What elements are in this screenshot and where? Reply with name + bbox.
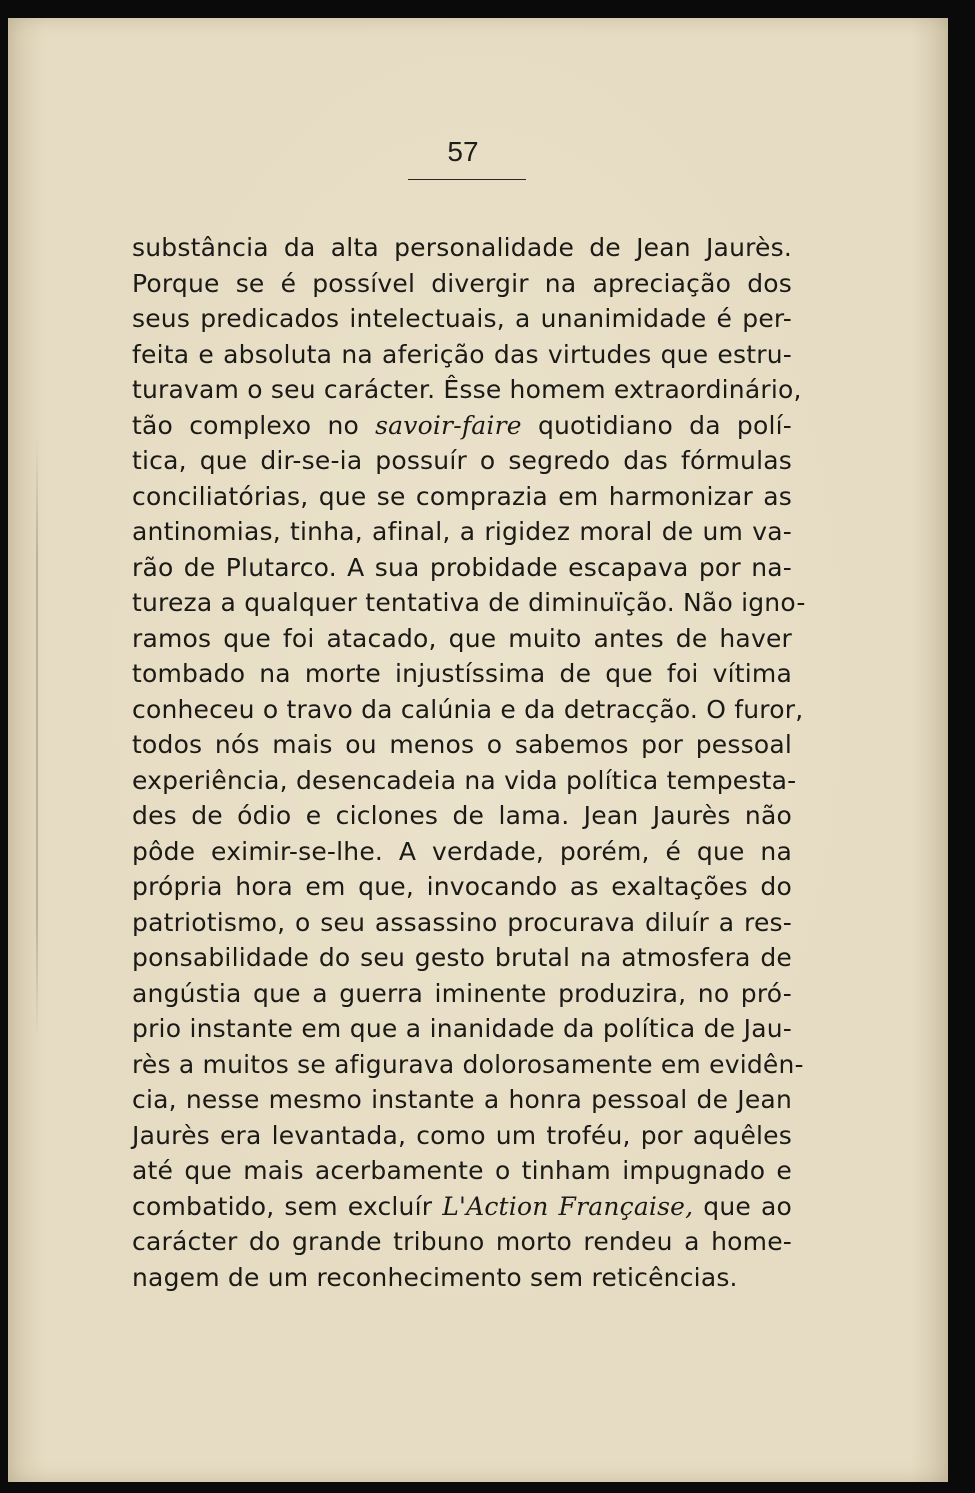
text-line: seus predicados intelectuais, a unanimidade é per-	[132, 304, 792, 333]
text-line: própria hora em que, invocando as exaltações do	[132, 872, 792, 901]
text-line: conheceu o travo da calúnia e da detracção. O furor,	[132, 694, 804, 724]
text-line: ponsabilidade do seu gesto brutal na atmosfera de	[132, 943, 792, 972]
body-text	[132, 230, 806, 1295]
text-line: conciliatórias, que se comprazia em harmonizar as	[132, 481, 792, 511]
text-line: angústia que a guerra iminente produzira, no pró-	[132, 978, 792, 1008]
italic-title: L'Action Française,	[442, 1191, 694, 1221]
page-fold-shadow	[36, 438, 38, 1038]
text-line: carácter do grande tribuno morto rendeu a home-	[132, 1227, 792, 1256]
text-line: prio instante em que a inanidade da política de Jau-	[132, 1014, 792, 1043]
italic-term: savoir-faire	[375, 410, 522, 440]
text-segment: tão complexo no	[132, 410, 376, 440]
text-line: turavam o seu carácter. Êsse homem extraordinário,	[132, 375, 802, 404]
text-segment: que ao	[693, 1191, 792, 1221]
book-page	[8, 18, 948, 1482]
text-line: ramos que foi atacado, que muito antes de haver	[132, 623, 792, 653]
text-line: feita e absoluta na aferição das virtudes que estru-	[132, 339, 792, 369]
text-line: tica, que dir-se-ia possuír o segredo das fórmulas	[132, 446, 792, 475]
text-line: cia, nesse mesmo instante a honra pessoal de Jean	[132, 1085, 792, 1114]
text-line	[132, 1189, 792, 1225]
page-number: 57	[447, 136, 479, 167]
text-line: Jaurès era levantada, como um troféu, por aquêles	[132, 1120, 792, 1150]
text-segment: combatido, sem excluír	[132, 1191, 443, 1221]
text-line: até que mais acerbamente o tinham impugnado e	[132, 1156, 792, 1185]
text-line: pôde eximir-se-lhe. A verdade, porém, é que na	[132, 836, 792, 866]
text-line: todos nós mais ou menos o sabemos por pessoal	[132, 730, 792, 759]
text-line: tureza a qualquer tentativa de diminuïção. Não igno-	[132, 588, 806, 617]
text-line: rão de Plutarco. A sua probidade escapava por na-	[132, 552, 792, 582]
text-line-last: nagem de um reconhecimento sem reticências.	[132, 1262, 738, 1292]
text-line: rès a muitos se afigurava dolorosamente em evidên-	[132, 1049, 804, 1079]
text-segment: quotidiano da polí-	[521, 410, 792, 440]
text-line	[132, 408, 792, 444]
text-line: tombado na morte injustíssima de que foi vítima	[132, 659, 792, 688]
header-rule	[408, 179, 526, 180]
text-line: antinomias, tinha, afinal, a rigidez moral de um va-	[132, 517, 792, 546]
text-line: des de ódio e ciclones de lama. Jean Jaurès não	[132, 801, 792, 830]
text-line: experiência, desencadeia na vida política tempesta-	[132, 765, 797, 795]
text-line: Porque se é possível divergir na apreciação dos	[132, 268, 792, 298]
text-line: substância da alta personalidade de Jean Jaurès.	[132, 233, 792, 262]
text-line: patriotismo, o seu assassino procurava diluír a res-	[132, 907, 792, 937]
